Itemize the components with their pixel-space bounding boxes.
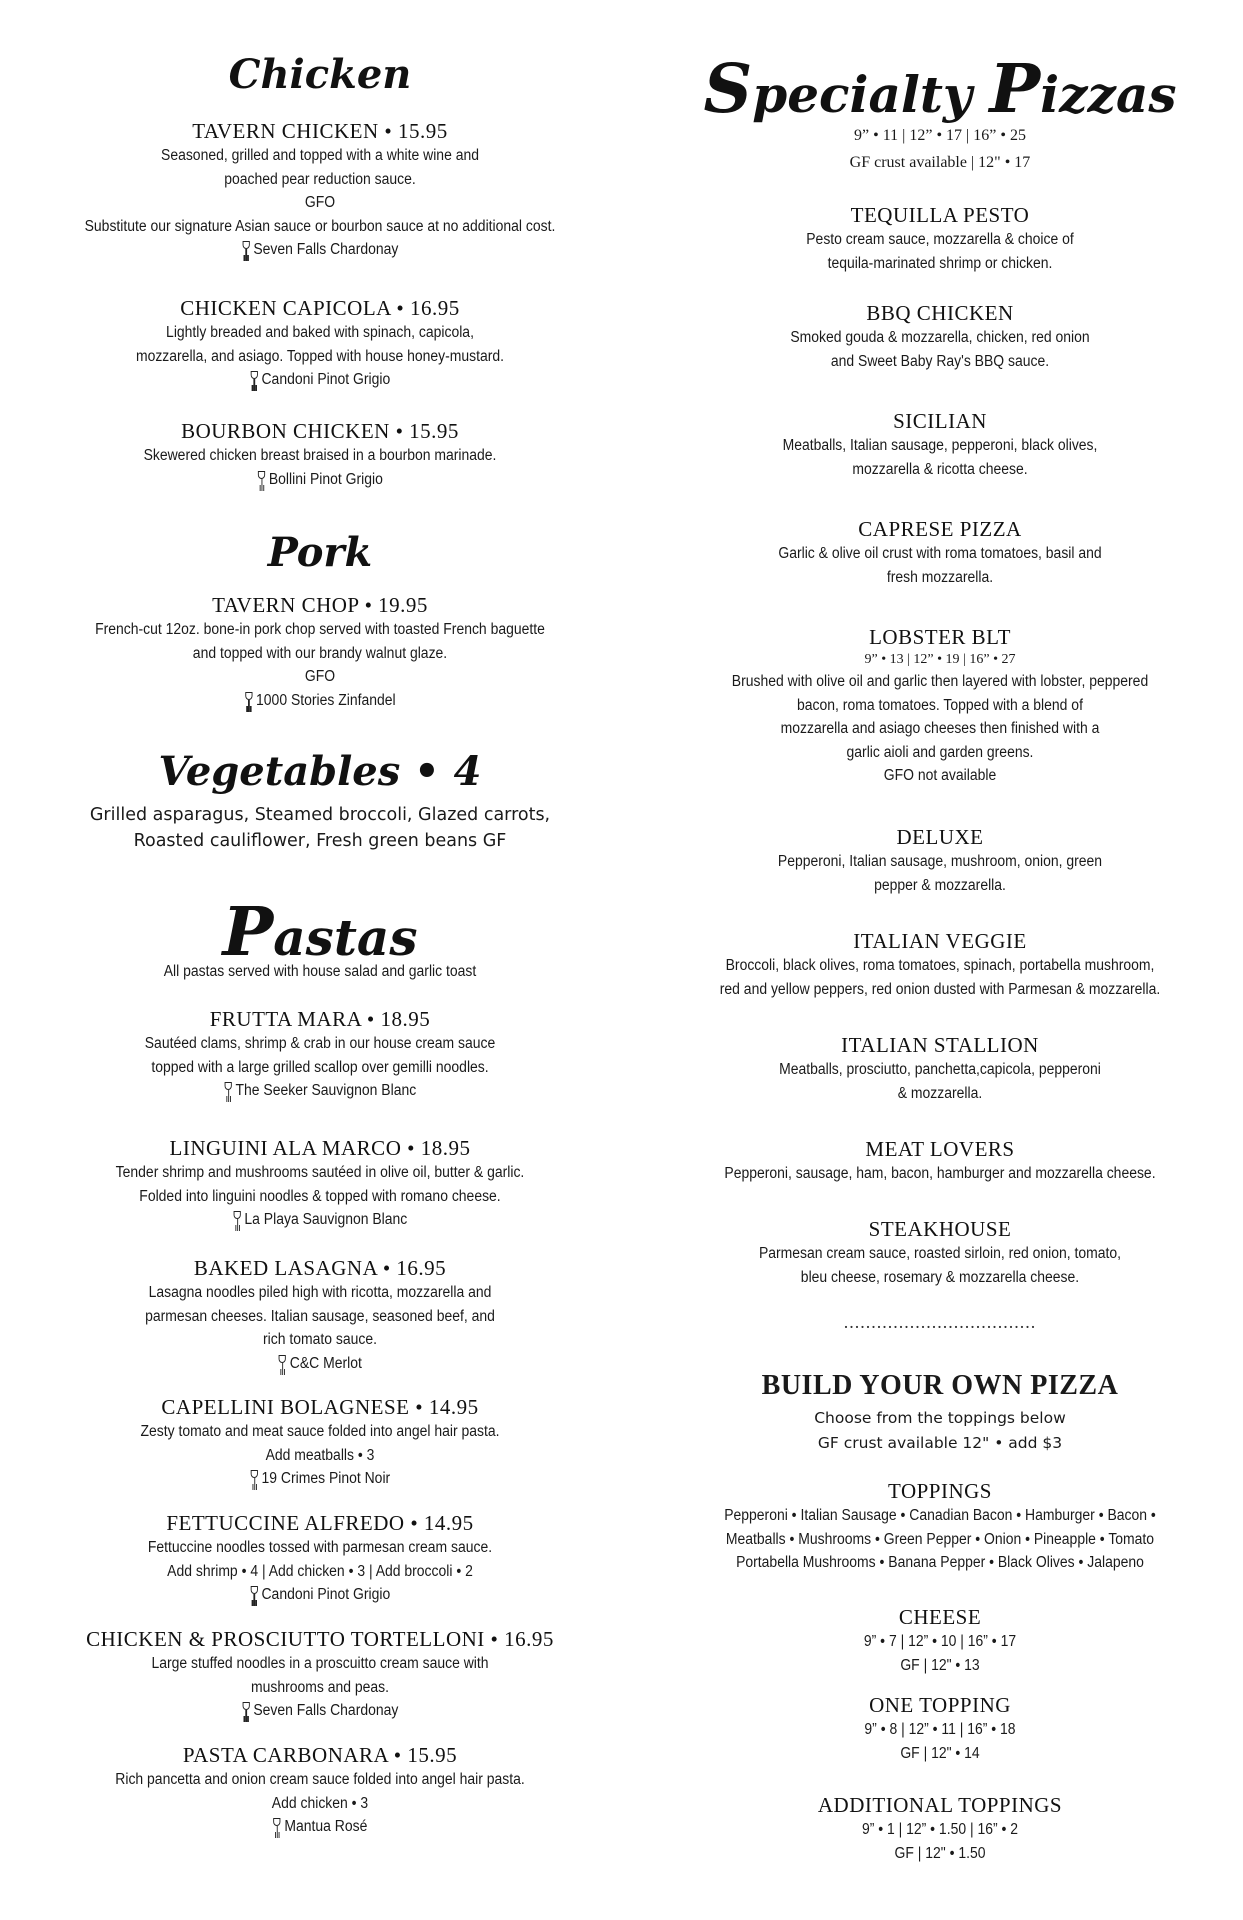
item-desc: GFO not available xyxy=(883,767,997,784)
pizza-item xyxy=(660,1032,1220,1105)
price-group xyxy=(660,1792,1220,1865)
vegetables-line: Grilled asparagus, Steamed broccoli, Glazed carrots, xyxy=(89,805,551,825)
item-desc: mozzarella and asiago cheeses then finished with a xyxy=(780,720,1100,737)
wine-glass-icon xyxy=(233,1211,242,1226)
menu-item xyxy=(40,118,600,262)
item-desc: Substitute our signature Asian sauce or bourbon sauce at no additional cost. xyxy=(84,217,556,235)
item-desc: rich tomato sauce. xyxy=(263,1331,377,1348)
item-desc: red and yellow peppers, red onion dusted with Parmesan & mozzarella. xyxy=(719,980,1161,998)
item-desc: Meatballs, prosciutto, panchetta,capicola, pepperoni xyxy=(779,1061,1101,1078)
section-divider: ................................... xyxy=(843,1312,1037,1332)
item-desc: French-cut 12oz. bone-in pork chop served with toasted French baguette xyxy=(95,621,545,638)
wine-glass-icon xyxy=(278,1355,287,1370)
item-desc: parmesan cheeses. Italian sausage, seasoned beef, and xyxy=(145,1307,495,1325)
wine-name: Bollini Pinot Grigio xyxy=(268,470,383,488)
price-group-line: GF | 12" • 1.50 xyxy=(894,1844,986,1862)
menu-item xyxy=(40,1006,600,1103)
wine-name: 1000 Stories Zinfandel xyxy=(256,691,396,709)
pork-heading: Pork xyxy=(267,529,373,576)
wine-pairing xyxy=(68,238,572,262)
wine-pairing xyxy=(68,689,572,713)
item-desc: Pepperoni, Italian sausage, mushroom, onion, green xyxy=(777,853,1103,870)
heading-rest: izzas xyxy=(1040,65,1177,124)
toppings-heading: TOPPINGS xyxy=(888,1479,992,1503)
item-name: FETTUCCINE ALFREDO • 14.95 xyxy=(166,1511,474,1535)
menu-item xyxy=(40,1742,600,1839)
item-name: CHICKEN CAPICOLA • 16.95 xyxy=(180,296,460,320)
pastas-heading-cap: P xyxy=(222,892,274,971)
menu-item xyxy=(40,295,600,392)
wine-glass-icon xyxy=(242,1702,251,1717)
wine-glass-icon xyxy=(273,1818,282,1833)
item-name: CAPRESE PIZZA xyxy=(858,517,1022,541)
pizza-item xyxy=(660,624,1220,788)
pizza-item xyxy=(660,928,1220,1001)
pastas-heading-rest: astas xyxy=(273,908,418,967)
wine-glass-icon xyxy=(250,1470,259,1485)
item-desc: Smoked gouda & mozzarella, chicken, red onion xyxy=(790,329,1090,346)
item-desc: bleu cheese, rosemary & mozzarella cheese. xyxy=(800,1268,1080,1286)
item-desc: garlic aioli and garden greens. xyxy=(846,743,1034,761)
item-desc: Garlic & olive oil crust with roma tomatoes, basil and xyxy=(778,545,1102,562)
wine-glass-icon xyxy=(244,692,253,707)
wine-pairing xyxy=(68,1079,572,1103)
wine-name: C&C Merlot xyxy=(289,1354,362,1372)
wine-name: The Seeker Sauvignon Blanc xyxy=(235,1082,417,1099)
price-group-name: ADDITIONAL TOPPINGS xyxy=(817,1793,1063,1817)
item-desc: & mozzarella. xyxy=(897,1084,983,1102)
item-desc: and topped with our brandy walnut glaze. xyxy=(192,644,448,662)
item-desc: Broccoli, black olives, roma tomatoes, spinach, portabella mushroom, xyxy=(725,957,1155,974)
item-desc: Parmesan cream sauce, roasted sirloin, red onion, tomato, xyxy=(758,1245,1122,1262)
byo-instructions: Choose from the toppings below xyxy=(814,1409,1066,1427)
byo-gf-note: GF crust available 12" • add $3 xyxy=(817,1434,1063,1452)
item-desc: Pesto cream sauce, mozzarella & choice of xyxy=(806,231,1074,248)
pizza-item xyxy=(660,1216,1220,1289)
pizza-item xyxy=(660,408,1220,481)
wine-glass-icon xyxy=(242,241,251,256)
item-desc: Rich pancetta and onion cream sauce folded into angel hair pasta. xyxy=(115,1771,525,1788)
chicken-heading: Chicken xyxy=(228,51,412,98)
item-desc: mozzarella, and asiago. Topped with house honey-mustard. xyxy=(135,347,505,365)
vegetables-heading: Vegetables • 4 xyxy=(158,748,482,795)
item-desc: Large stuffed noodles in a proscuitto cream sauce with xyxy=(151,1655,489,1672)
gf-crust-price: GF crust available | 12" • 17 xyxy=(849,154,1031,171)
item-price: 9” • 13 | 12” • 19 | 16” • 27 xyxy=(864,652,1016,667)
pastas-note: All pastas served with house salad and garlic toast xyxy=(163,963,477,980)
price-group-line: 9” • 8 | 12” • 11 | 16” • 18 xyxy=(864,1721,1016,1738)
item-desc: Seasoned, grilled and topped with a white wine and xyxy=(161,147,479,164)
pizza-item xyxy=(660,202,1220,275)
price-group-line: 9” • 7 | 12” • 10 | 16” • 17 xyxy=(863,1633,1017,1650)
menu-item xyxy=(40,592,600,712)
wine-glass-icon xyxy=(257,471,266,486)
wine-pairing xyxy=(68,1467,572,1491)
item-desc: Lasagna noodles piled high with ricotta, mozzarella and xyxy=(148,1284,492,1301)
item-name: DELUXE xyxy=(896,825,984,849)
size-prices: 9” • 11 | 12” • 17 | 16” • 25 xyxy=(854,127,1026,144)
item-desc: Add chicken • 3 xyxy=(271,1794,369,1812)
wine-pairing xyxy=(68,1815,572,1839)
item-name: LOBSTER BLT xyxy=(869,625,1011,649)
vegetables-line: Roasted cauliflower, Fresh green beans GF xyxy=(133,831,507,851)
menu-item xyxy=(40,1135,600,1232)
item-name: FRUTTA MARA • 18.95 xyxy=(209,1007,431,1031)
toppings-section xyxy=(660,1478,1220,1575)
heading-rest: pecialty xyxy=(752,65,990,124)
wine-pairing xyxy=(68,368,572,392)
pizza-item xyxy=(660,1136,1220,1186)
item-name: CHICKEN & PROSCIUTTO TORTELLONI • 16.95 xyxy=(86,1627,554,1651)
item-desc: mushrooms and peas. xyxy=(250,1678,390,1696)
item-name: ITALIAN STALLION xyxy=(841,1033,1039,1057)
item-desc: topped with a large grilled scallop over gemilli noodles. xyxy=(151,1058,489,1076)
wine-pairing xyxy=(68,1699,572,1723)
toppings-line: Meatballs • Mushrooms • Green Pepper • Onion • Pineapple • Tomato xyxy=(725,1530,1155,1548)
item-desc: Tender shrimp and mushrooms sautéed in olive oil, butter & garlic. xyxy=(115,1164,525,1181)
toppings-line: Portabella Mushrooms • Banana Pepper • Black Olives • Jalapeno xyxy=(736,1554,1144,1571)
item-desc: Meatballs, Italian sausage, pepperoni, black olives, xyxy=(782,437,1098,454)
item-name: CAPELLINI BOLAGNESE • 14.95 xyxy=(161,1395,479,1419)
wine-name: Candoni Pinot Grigio xyxy=(261,371,391,388)
item-desc: fresh mozzarella. xyxy=(886,568,994,586)
wine-name: 19 Crimes Pinot Noir xyxy=(261,1470,391,1487)
pizza-item xyxy=(660,300,1220,373)
wine-pairing xyxy=(68,1583,572,1607)
byo-heading: BUILD YOUR OWN PIZZA xyxy=(761,1370,1119,1401)
menu-item xyxy=(40,1626,600,1723)
menu-item xyxy=(40,1510,600,1607)
item-name: LINGUINI ALA MARCO • 18.95 xyxy=(169,1136,471,1160)
wine-glass-icon xyxy=(224,1082,233,1097)
item-desc: Sautéed clams, shrimp & crab in our house cream sauce xyxy=(144,1035,496,1052)
price-group xyxy=(660,1604,1220,1677)
price-group xyxy=(660,1692,1220,1765)
item-desc: bacon, roma tomatoes. Topped with a blend of xyxy=(797,696,1083,714)
item-name: BAKED LASAGNA • 16.95 xyxy=(193,1256,447,1280)
item-name: TAVERN CHOP • 19.95 xyxy=(212,593,428,617)
menu-item xyxy=(40,1255,600,1375)
price-group-name: ONE TOPPING xyxy=(869,1693,1011,1717)
item-desc: Lightly breaded and baked with spinach, capicola, xyxy=(166,324,474,341)
pastas-heading xyxy=(40,892,600,971)
item-desc: mozzarella & ricotta cheese. xyxy=(852,460,1028,478)
item-name: BBQ CHICKEN xyxy=(866,301,1014,325)
heading-cap: P xyxy=(989,49,1041,128)
price-group-line: GF | 12" • 13 xyxy=(900,1656,980,1674)
item-name: TEQUILLA PESTO xyxy=(850,203,1030,227)
heading-cap: S xyxy=(703,49,753,128)
wine-pairing xyxy=(68,1352,572,1376)
item-name: MEAT LOVERS xyxy=(865,1137,1015,1161)
specialty-prices xyxy=(660,122,1220,176)
item-desc: Zesty tomato and meat sauce folded into angel hair pasta. xyxy=(140,1423,500,1440)
item-desc: Brushed with olive oil and garlic then layered with lobster, peppered xyxy=(731,673,1149,690)
pizza-item xyxy=(660,824,1220,897)
item-desc: pepper & mozzarella. xyxy=(874,876,1006,894)
item-desc: GFO xyxy=(304,194,336,211)
wine-name: La Playa Sauvignon Blanc xyxy=(244,1211,408,1228)
item-desc: tequila-marinated shrimp or chicken. xyxy=(827,254,1053,272)
vegetables-list xyxy=(40,802,600,854)
item-desc: Skewered chicken breast braised in a bourbon marinade. xyxy=(143,447,497,464)
item-desc: Add shrimp • 4 | Add chicken • 3 | Add broccoli • 2 xyxy=(167,1562,473,1580)
item-desc: and Sweet Baby Ray's BBQ sauce. xyxy=(830,352,1050,370)
item-name: PASTA CARBONARA • 15.95 xyxy=(182,1743,458,1767)
wine-name: Mantua Rosé xyxy=(284,1818,368,1835)
wine-name: Seven Falls Chardonay xyxy=(253,241,399,258)
toppings-line: Pepperoni • Italian Sausage • Canadian Bacon • Hamburger • Bacon • xyxy=(724,1507,1156,1524)
item-desc: Pepperoni, sausage, ham, bacon, hamburger and mozzarella cheese. xyxy=(724,1165,1156,1182)
item-desc: Add meatballs • 3 xyxy=(265,1446,375,1464)
pizza-item xyxy=(660,516,1220,589)
price-group-name: CHEESE xyxy=(898,1605,982,1629)
wine-glass-icon xyxy=(250,371,259,386)
menu-item xyxy=(40,418,600,491)
item-desc: poached pear reduction sauce. xyxy=(224,170,416,188)
price-group-line: 9” • 1 | 12” • 1.50 | 16” • 2 xyxy=(861,1821,1019,1838)
item-desc: Fettuccine noodles tossed with parmesan cream sauce. xyxy=(147,1539,493,1556)
wine-glass-icon xyxy=(250,1586,259,1601)
wine-pairing xyxy=(68,1208,572,1232)
item-name: TAVERN CHICKEN • 15.95 xyxy=(192,119,448,143)
wine-name: Candoni Pinot Grigio xyxy=(261,1586,391,1603)
specialty-pizzas-heading xyxy=(660,49,1220,128)
menu-item xyxy=(40,1394,600,1491)
item-desc: Folded into linguini noodles & topped with romano cheese. xyxy=(139,1187,501,1205)
item-name: SICILIAN xyxy=(893,409,987,433)
item-desc: GFO xyxy=(304,668,336,685)
item-name: ITALIAN VEGGIE xyxy=(853,929,1027,953)
item-name: BOURBON CHICKEN • 15.95 xyxy=(181,419,459,443)
wine-name: Seven Falls Chardonay xyxy=(253,1702,399,1719)
build-your-own-section xyxy=(660,1370,1220,1456)
price-group-line: GF | 12" • 14 xyxy=(900,1744,980,1762)
item-name: STEAKHOUSE xyxy=(868,1217,1012,1241)
wine-pairing xyxy=(68,468,572,492)
